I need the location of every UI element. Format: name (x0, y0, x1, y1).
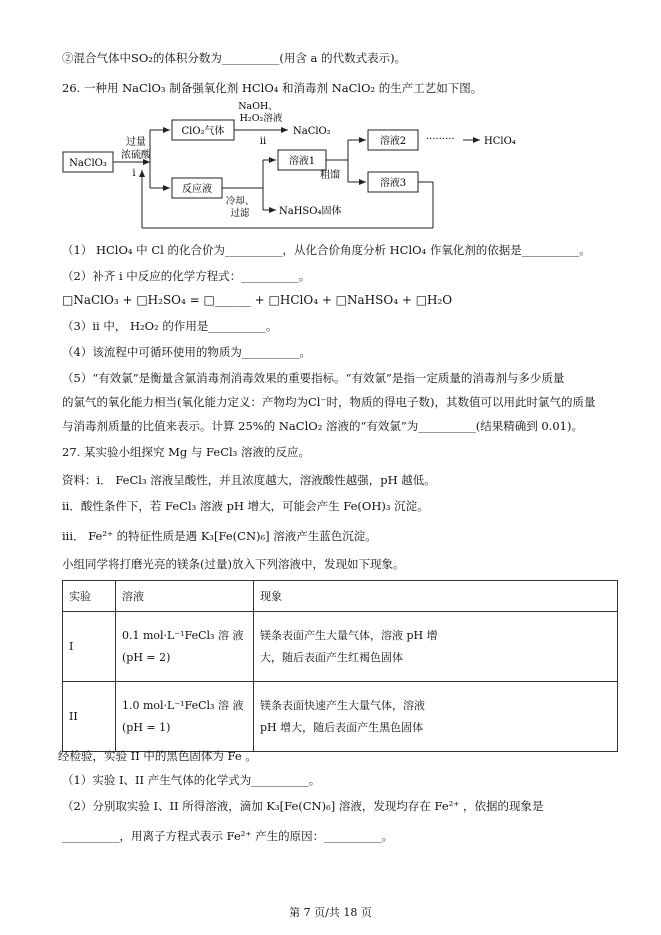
nongliusuan-label: 浓硫酸 (121, 150, 151, 161)
header-phenomenon: 现象 (254, 581, 618, 612)
q27-2-line2: __________，用离子方程式表示 Fe²⁺ 产生的原因：__________。 (62, 829, 394, 843)
table-row (63, 612, 618, 682)
header-solution: 溶液 (116, 581, 254, 612)
row2-solution (116, 682, 254, 752)
question-27-stem: 27. 某实验小组探究 Mg 与 FeCl₃ 溶液的反应。 (62, 445, 310, 459)
q26-5-line3: 与消毒剂质量的比值来表示。计算 25%的 NaClO₂ 溶液的“有效氯”为__________(结果精确到 0.01)。 (62, 419, 583, 433)
row1-solution-line2: (pH = 2) (122, 650, 171, 664)
q26-1: （1） HClO₄ 中 Cl 的化合价为__________，从化合价角度分析 HClO₄ 作氧化剂的依据是__________。 (62, 243, 591, 257)
row2-phenomenon (254, 682, 618, 752)
filter-label: 过滤 (230, 208, 250, 219)
question-26-stem: 26. 一种用 NaClO₃ 制备强氧化剂 HClO₄ 和消毒剂 NaClO₂ 的生产工艺如下图。 (62, 81, 483, 95)
nahso4-solid: NaHSO₄固体 (279, 206, 342, 217)
row2-phen-line1: 镁条表面快速产生大量气体，溶液 (260, 698, 425, 712)
row2-exp: II (63, 682, 116, 752)
table-row (63, 682, 618, 752)
guoliang-label: 过量 (126, 137, 146, 148)
q26-2: （2）补齐 i 中反应的化学方程式：__________。 (62, 269, 311, 283)
question-25-part2: ②混合气体中SO₂的体积分数为__________(用含 a 的代数式表示)。 (62, 51, 407, 65)
row1-solution (116, 612, 254, 682)
page-footer: 第 7 页/共 18 页 (289, 906, 372, 919)
solution3-label: 溶液3 (379, 178, 407, 189)
process-flow-diagram (58, 100, 548, 235)
verification-note: 经检验，实验 II 中的黑色固体为 Fe 。 (58, 749, 257, 763)
solution2-label: 溶液2 (379, 136, 407, 147)
naclo2-product: NaClO₂ (293, 126, 331, 137)
info-ii: ii．酸性条件下，若 FeCl₃ 溶液 pH 增大，可能会产生 Fe(OH)₃ 沉淀。 (62, 499, 429, 513)
q26-4: （4）该流程中可循环使用的物质为__________。 (62, 345, 311, 359)
q26-equation: □NaClO₃ + □H₂SO₄ = □______ + □HClO₄ + □NaHSO₄ + □H₂O (62, 293, 453, 307)
experiment-intro: 小组同学将打磨光亮的镁条(过量)放入下列溶液中，发现如下现象。 (62, 557, 405, 571)
dots-label: ········· (426, 134, 455, 145)
h2o2-label: H₂O₂溶液 (239, 113, 283, 124)
step-i-label: i (132, 168, 136, 179)
reaction-liquid-label: 反应液 (182, 184, 212, 195)
info-i: 资料：i． FeCl₃ 溶液呈酸性，并且浓度越大，溶液酸性越强，pH 越低。 (62, 473, 436, 487)
rough-distill-label: 粗馏 (320, 170, 340, 181)
step-ii-label: ii (259, 136, 267, 147)
row2-phen-line2: pH 增大，随后表面产生黑色固体 (260, 720, 424, 734)
naoh-label: NaOH、 (238, 101, 278, 112)
clo2-gas-label: ClO₂气体 (181, 126, 225, 137)
info-iii: iii． Fe²⁺ 的特征性质是遇 K₃[Fe(CN)₆] 溶液产生蓝色沉淀。 (62, 529, 377, 543)
solution1-label: 溶液1 (288, 156, 316, 167)
table-header-row (63, 581, 618, 612)
hclo4-product: HClO₄ (484, 136, 516, 147)
row1-phen-line1: 镁条表面产生大量气体，溶液 pH 增 (260, 628, 438, 642)
q26-5-line2: 的氯气的氧化能力相当(氧化能力定义：产物均为Cl⁻时，物质的得电子数)，其数值可以用此时氯气的质量 (62, 395, 596, 409)
q27-1: （1）实验 I、II 产生气体的化学式为__________。 (62, 773, 321, 787)
q26-5-line1: （5）“有效氯”是衡量含氯消毒剂消毒效果的重要指标。“有效氯”是指一定质量的消毒剂与多少质量 (62, 371, 565, 385)
q27-2-line1: （2）分别取实验 I、II 所得溶液，滴加 K₃[Fe(CN)₆] 溶液，发现均存在 Fe²⁺ ，依据的现象是 (62, 799, 544, 813)
cooling-label: 冷却、 (225, 196, 255, 207)
row2-solution-line1: 1.0 mol·L⁻¹FeCl₃ 溶 液 (122, 698, 244, 712)
row1-phenomenon (254, 612, 618, 682)
q26-3: （3）ii 中， H₂O₂ 的作用是__________。 (62, 319, 278, 333)
row1-exp: I (63, 612, 116, 682)
row1-phen-line2: 大，随后表面产生红褐色固体 (260, 650, 403, 664)
naclo3-label: NaClO₃ (69, 158, 107, 169)
experiment-table (62, 580, 618, 752)
row1-solution-line1: 0.1 mol·L⁻¹FeCl₃ 溶 液 (122, 628, 244, 642)
header-exp: 实验 (63, 581, 116, 612)
row2-solution-line2: (pH = 1) (122, 720, 171, 734)
